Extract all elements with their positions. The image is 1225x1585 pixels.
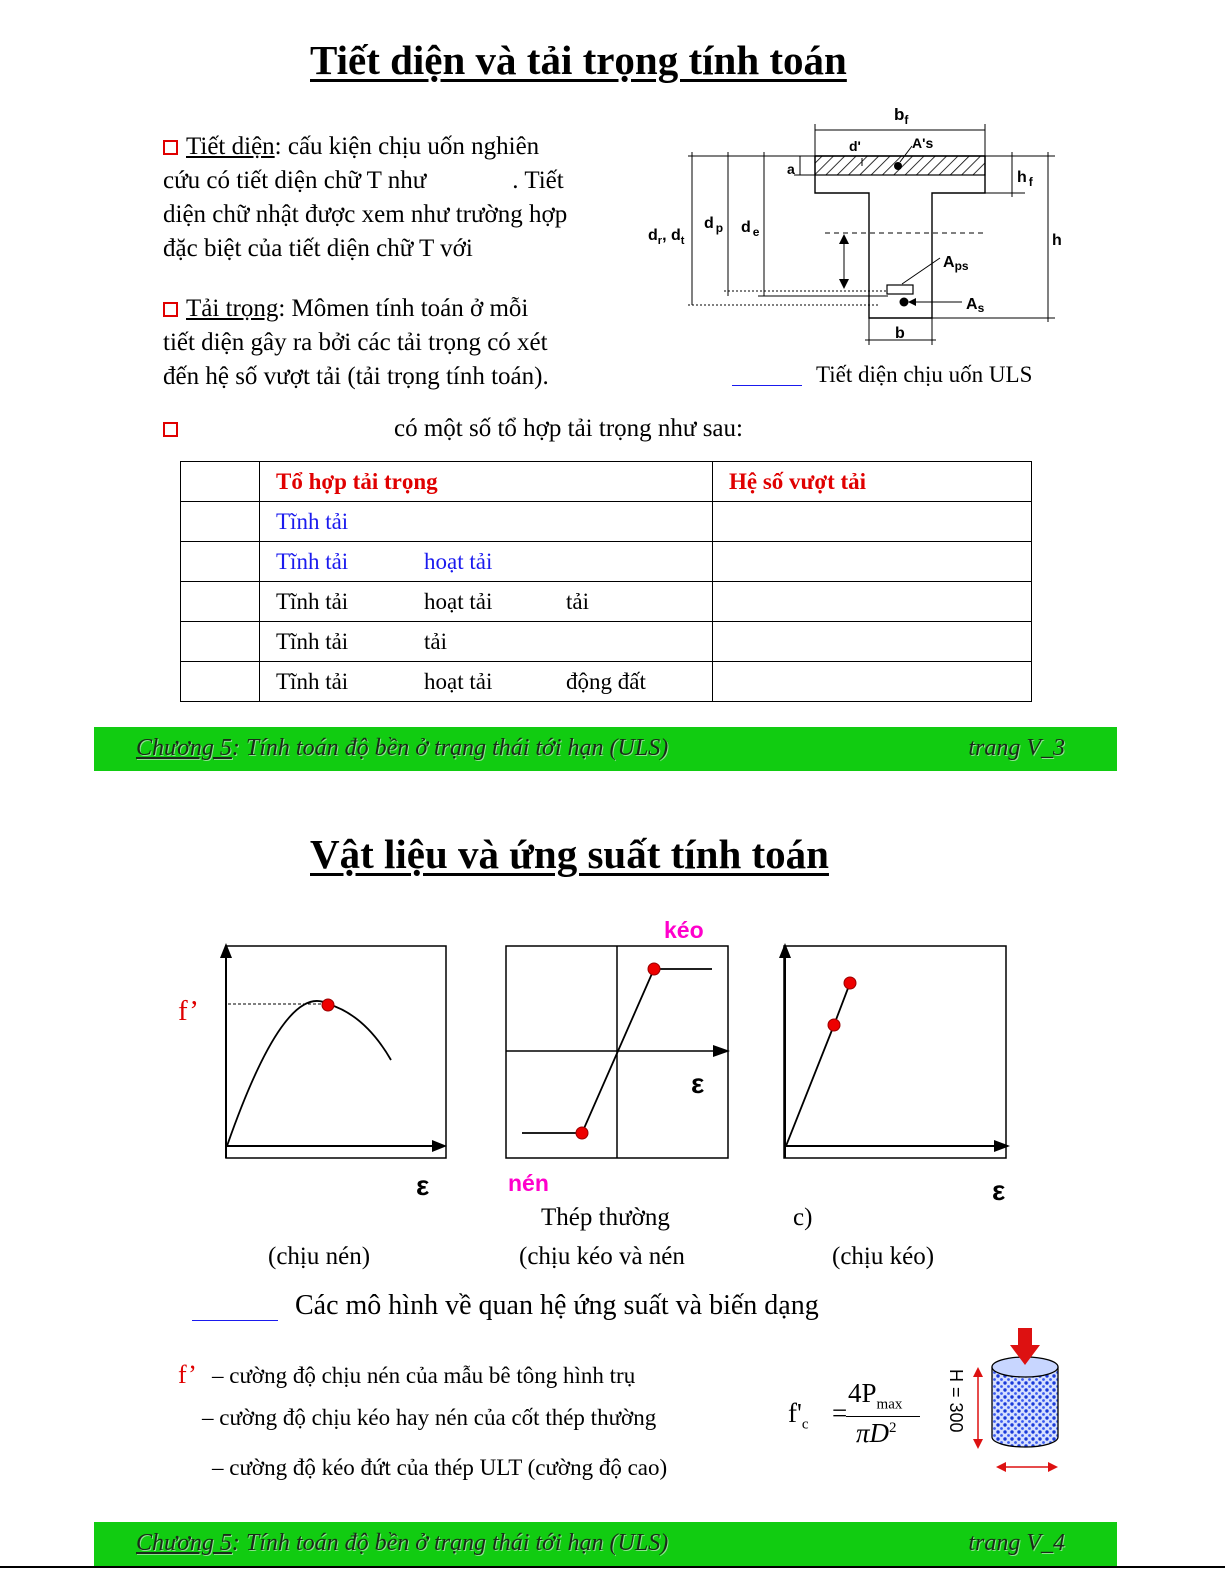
page-title-2: Vật liệu và ứng suất tính toán bbox=[310, 831, 829, 877]
load-line2: tiết diện gây ra bởi các tải trọng có xét bbox=[163, 329, 548, 356]
aps-label: Aps bbox=[943, 254, 969, 273]
table-cell: Tĩnh tải hoạt tải tải bbox=[260, 582, 713, 622]
bottom-rule bbox=[0, 1566, 1225, 1568]
as-label: As bbox=[966, 296, 985, 315]
table-cell bbox=[181, 502, 260, 542]
page-title-1: Tiết diện và tải trọng tính toán bbox=[310, 37, 847, 83]
figure-caption: Tiết diện chịu uốn ULS bbox=[816, 362, 1033, 387]
steel-stress-strain-graph bbox=[500, 940, 740, 1165]
proportional-limit-icon bbox=[828, 1019, 840, 1031]
table-cell bbox=[713, 582, 1032, 622]
table-row bbox=[181, 622, 1032, 662]
ultimate-point-icon bbox=[844, 977, 856, 989]
table-cell bbox=[181, 622, 260, 662]
tension-yield-point-icon bbox=[648, 963, 660, 975]
table-cell bbox=[713, 502, 1032, 542]
table-row bbox=[181, 662, 1032, 702]
table-cell bbox=[181, 542, 260, 582]
steel-caption: Thép thường bbox=[541, 1204, 670, 1231]
prestress-steel-icon bbox=[887, 285, 913, 294]
footer-chapter: Chương 5 bbox=[136, 735, 232, 761]
table-header-row bbox=[181, 462, 1032, 502]
table-cell bbox=[713, 542, 1032, 582]
a-label: a bbox=[787, 161, 795, 177]
prestress-curve bbox=[786, 983, 850, 1146]
table-cell: Tĩnh tải hoạt tải bbox=[260, 542, 713, 582]
concrete-curve bbox=[227, 1001, 391, 1146]
load-description bbox=[163, 292, 633, 394]
checkbox-bullet-icon bbox=[163, 422, 178, 437]
table-header-cell bbox=[181, 462, 260, 502]
b-subcaption: (chịu kéo và nén bbox=[519, 1243, 685, 1270]
combo-intro bbox=[163, 412, 743, 446]
definition-line-3: – cường độ kéo đứt của thép ULT (cường độ cao) bbox=[212, 1455, 668, 1480]
c-subcaption: (chịu kéo) bbox=[832, 1243, 935, 1270]
footer-page: trang V_4 bbox=[968, 1530, 1065, 1556]
f-prime-label: f’ bbox=[178, 995, 199, 1027]
table-cell bbox=[181, 582, 260, 622]
compressive-strength-formula: $f'_c$ = $4P_{max}$ $\pi D^2$ bbox=[788, 1378, 928, 1458]
section-line4: đặc biệt của tiết diện chữ T với bbox=[163, 235, 473, 262]
load-label: Tải trọng bbox=[186, 295, 279, 322]
table-row bbox=[181, 542, 1032, 582]
de-label: d $_e$ bbox=[741, 219, 760, 239]
nen-label: nén bbox=[508, 1170, 549, 1196]
table-cell bbox=[713, 622, 1032, 662]
f-prime-symbol: f’ bbox=[178, 1360, 197, 1389]
dr-dt-label: $d_r$, $d_t$ bbox=[648, 227, 685, 247]
section-description bbox=[163, 130, 633, 266]
table-cell: Tĩnh tải tải bbox=[260, 622, 713, 662]
table-cell bbox=[181, 662, 260, 702]
section-line2a: cứu có tiết diện chữ T như bbox=[163, 167, 427, 194]
load-line3: đến hệ số vượt tải (tải trọng tính toán). bbox=[163, 363, 549, 390]
load-combination-table bbox=[180, 461, 1032, 702]
definition-line-1: – cường độ chịu nén của mẫu bê tông hình trụ bbox=[212, 1363, 636, 1388]
compression-bar-icon bbox=[894, 162, 902, 170]
bf-label: $b_f$ bbox=[894, 105, 909, 127]
combo-intro-text: có một số tổ hợp tải trọng như sau: bbox=[394, 415, 743, 442]
table-cell: Tĩnh tải hoạt tải động đất bbox=[260, 662, 713, 702]
section-label: Tiết diện bbox=[186, 133, 275, 160]
definition-line-2: – cường độ chịu kéo hay nén của cốt thép thường bbox=[202, 1405, 657, 1430]
footer-text: : Tính toán độ bền ở trạng thái tới hạn (ULS) bbox=[231, 735, 669, 761]
d-prime-label: d' bbox=[849, 138, 861, 154]
dp-label: d $_p$ bbox=[704, 215, 724, 235]
figure-caption-blank-line bbox=[732, 385, 802, 386]
compression-yield-point-icon bbox=[576, 1127, 588, 1139]
table-cell bbox=[713, 662, 1032, 702]
footer-chapter: Chương 5 bbox=[136, 1530, 232, 1556]
section-line1: : cấu kiện chịu uốn nghiên bbox=[274, 133, 540, 160]
t-section-diagram bbox=[640, 100, 1070, 360]
section-line2b: . Tiết bbox=[512, 167, 564, 194]
load-line1: : Mômen tính toán ở mỗi bbox=[278, 295, 529, 322]
checkbox-bullet-icon bbox=[163, 140, 178, 155]
epsilon-label-c: ε bbox=[992, 1175, 1006, 1206]
figure2-caption-blank-line bbox=[192, 1320, 278, 1321]
prestress-steel-graph bbox=[778, 940, 1018, 1165]
b-label: b bbox=[895, 325, 905, 342]
table-row bbox=[181, 582, 1032, 622]
cylinder-height-label: H = 300 bbox=[946, 1369, 966, 1433]
figure2-caption: Các mô hình về quan hệ ứng suất và biến dạng bbox=[295, 1290, 819, 1321]
footer-text: : Tính toán độ bền ở trạng thái tới hạn (ULS) bbox=[231, 1530, 669, 1556]
page-footer-2 bbox=[94, 1522, 1117, 1566]
c-caption: c) bbox=[793, 1204, 813, 1231]
peak-point-icon bbox=[322, 999, 334, 1011]
tension-bar-icon bbox=[900, 298, 909, 307]
keo-label: kéo bbox=[664, 917, 704, 943]
page-footer-1 bbox=[94, 727, 1117, 771]
concrete-stress-strain-graph bbox=[215, 940, 455, 1170]
concrete-cylinder-specimen bbox=[940, 1325, 1070, 1480]
checkbox-bullet-icon bbox=[163, 302, 178, 317]
h-label: h bbox=[1052, 232, 1062, 249]
table-header-cell: Hệ số vượt tải bbox=[713, 462, 1032, 502]
section-line3: diện chữ nhật được xem như trường hợp bbox=[163, 201, 568, 228]
table-row bbox=[181, 502, 1032, 542]
a-subcaption: (chịu nén) bbox=[268, 1243, 371, 1270]
footer-page: trang V_3 bbox=[968, 735, 1065, 761]
hf-label: h $_f$ bbox=[1017, 169, 1033, 189]
as-prime-label: A's bbox=[912, 135, 934, 151]
table-header-cell: Tổ hợp tải trọng bbox=[260, 462, 713, 502]
table-cell: Tĩnh tải bbox=[260, 502, 713, 542]
epsilon-label-b: ε bbox=[691, 1068, 705, 1099]
epsilon-label-a: ε bbox=[416, 1170, 430, 1201]
